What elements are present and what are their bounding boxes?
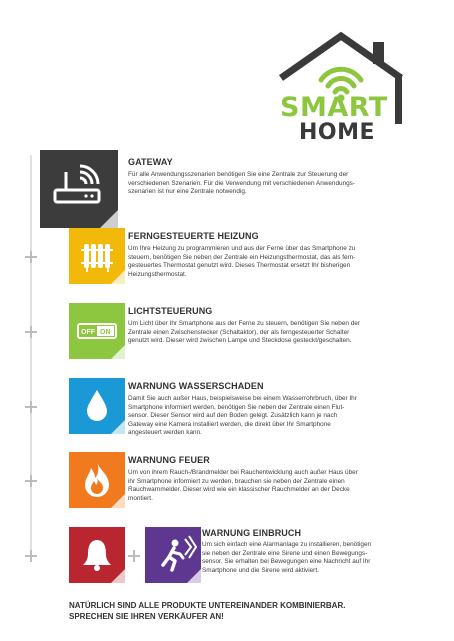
footer-line-1: NATÜRLICH SIND ALLE PRODUKTE UNTEREINANDER KOMBINIERBAR. xyxy=(69,601,346,610)
section-title-fire: WARNUNG FEUER xyxy=(128,455,210,465)
section-text-light: Um Licht über Ihr Smartphone aus der Ferne zu steuern, benötigen Sie neben der Zentrale einen Zwischenstecker (Schaltaktor), der als ferngesteuerter Schalter genutzt wird. Dieser wird zwischen Lampe und Steckdose gesteckt/geschalten. xyxy=(128,320,360,345)
fire-tile xyxy=(69,452,125,508)
plus-icon xyxy=(128,550,140,562)
logo-word-home: HOME xyxy=(299,120,376,145)
heating-tile xyxy=(69,228,125,284)
section-title-heating: FERNGESTEUERTE HEIZUNG xyxy=(128,231,259,241)
logo-word-smart: SMART xyxy=(280,92,388,123)
smart-home-logo xyxy=(275,22,425,145)
section-title-burglary: WARNUNG EINBRUCH xyxy=(202,528,302,538)
plus-icon xyxy=(25,251,37,263)
section-title-water: WARNUNG WASSERSCHADEN xyxy=(128,381,264,391)
switch-off-label: OFF xyxy=(81,329,95,336)
footer-text xyxy=(69,600,345,622)
section-text-gateway: Für alle Anwendungsszenarien benötigen Sie eine Zentrale zur Steuerung der verschiedenen Szenarien. Für die Verwendung mit verschiedenen Anwendungs- szenarien ist nur eine Zentrale notwendig. xyxy=(128,171,356,196)
motion-sensor-tile xyxy=(145,527,201,583)
section-title-gateway: GATEWAY xyxy=(128,157,173,167)
water-tile xyxy=(69,378,125,434)
section-text-burglary: Um sich einfach eine Alarmanlage zu installieren, benötigen sie neben der Zentrale eine Sirene und einen Bewegungs- sensor. Sie erhalten bei Bewegungen eine Nachricht auf Ihr Smartphone und die Sirene wird aktiviert. xyxy=(202,541,372,574)
tile-corner xyxy=(111,345,125,359)
tile-corner xyxy=(111,569,125,583)
tile-corner xyxy=(111,420,125,434)
plus-icon xyxy=(25,475,37,487)
footer-line-2: SPRECHEN SIE IHREN VERKÄUFER AN! xyxy=(69,612,224,621)
plus-icon xyxy=(25,401,37,413)
siren-tile xyxy=(69,527,125,583)
section-text-water: Damit Sie auch außer Haus, beispielsweise bei einem Wasserrohrbruch, über Ihr Smartphone informiert werden, benötigen Sie neben der Zentrale einen Flut- sensor. Dieser Sensor wird auf den Boden gelegt. Zusätzlich kann je nach Gateway eine Kamera installiert werden, die direkt über Ihr Smartphone angesteuert werden kann. xyxy=(128,395,357,437)
switch-on-label: ON xyxy=(100,329,111,336)
tile-corner xyxy=(187,569,201,583)
light-tile xyxy=(69,303,125,359)
gateway-tile xyxy=(40,150,118,228)
plus-icon xyxy=(25,326,37,338)
section-text-fire: Um von ihrem Rauch-/Brandmelder bei Rauchentwicklung auch außer Haus über ihr Smartphone informiert zu werden, brauchen sie neben der Zentrale einen Rauchwarnmelder. Dieser wird wie ein klassischer Rauchmelder an der Decke montiert. xyxy=(128,469,358,502)
tile-corner xyxy=(111,494,125,508)
section-title-light: LICHTSTEUERUNG xyxy=(128,306,213,316)
section-text-heating: Um Ihre Heizung zu programmieren und aus der Ferne über das Smartphone zu steuern, benötigen Sie neben der Zentrale ein Heizungsthermostat, das als fern- gesteuertes Thermostat genutzt wird. Dieses Thermostat ersetzt Ihr bisherigen Heizungsthermostat. xyxy=(128,245,356,278)
timeline-line xyxy=(30,155,32,550)
plus-icon xyxy=(25,550,37,562)
tile-corner xyxy=(111,270,125,284)
tile-corner xyxy=(100,210,118,228)
